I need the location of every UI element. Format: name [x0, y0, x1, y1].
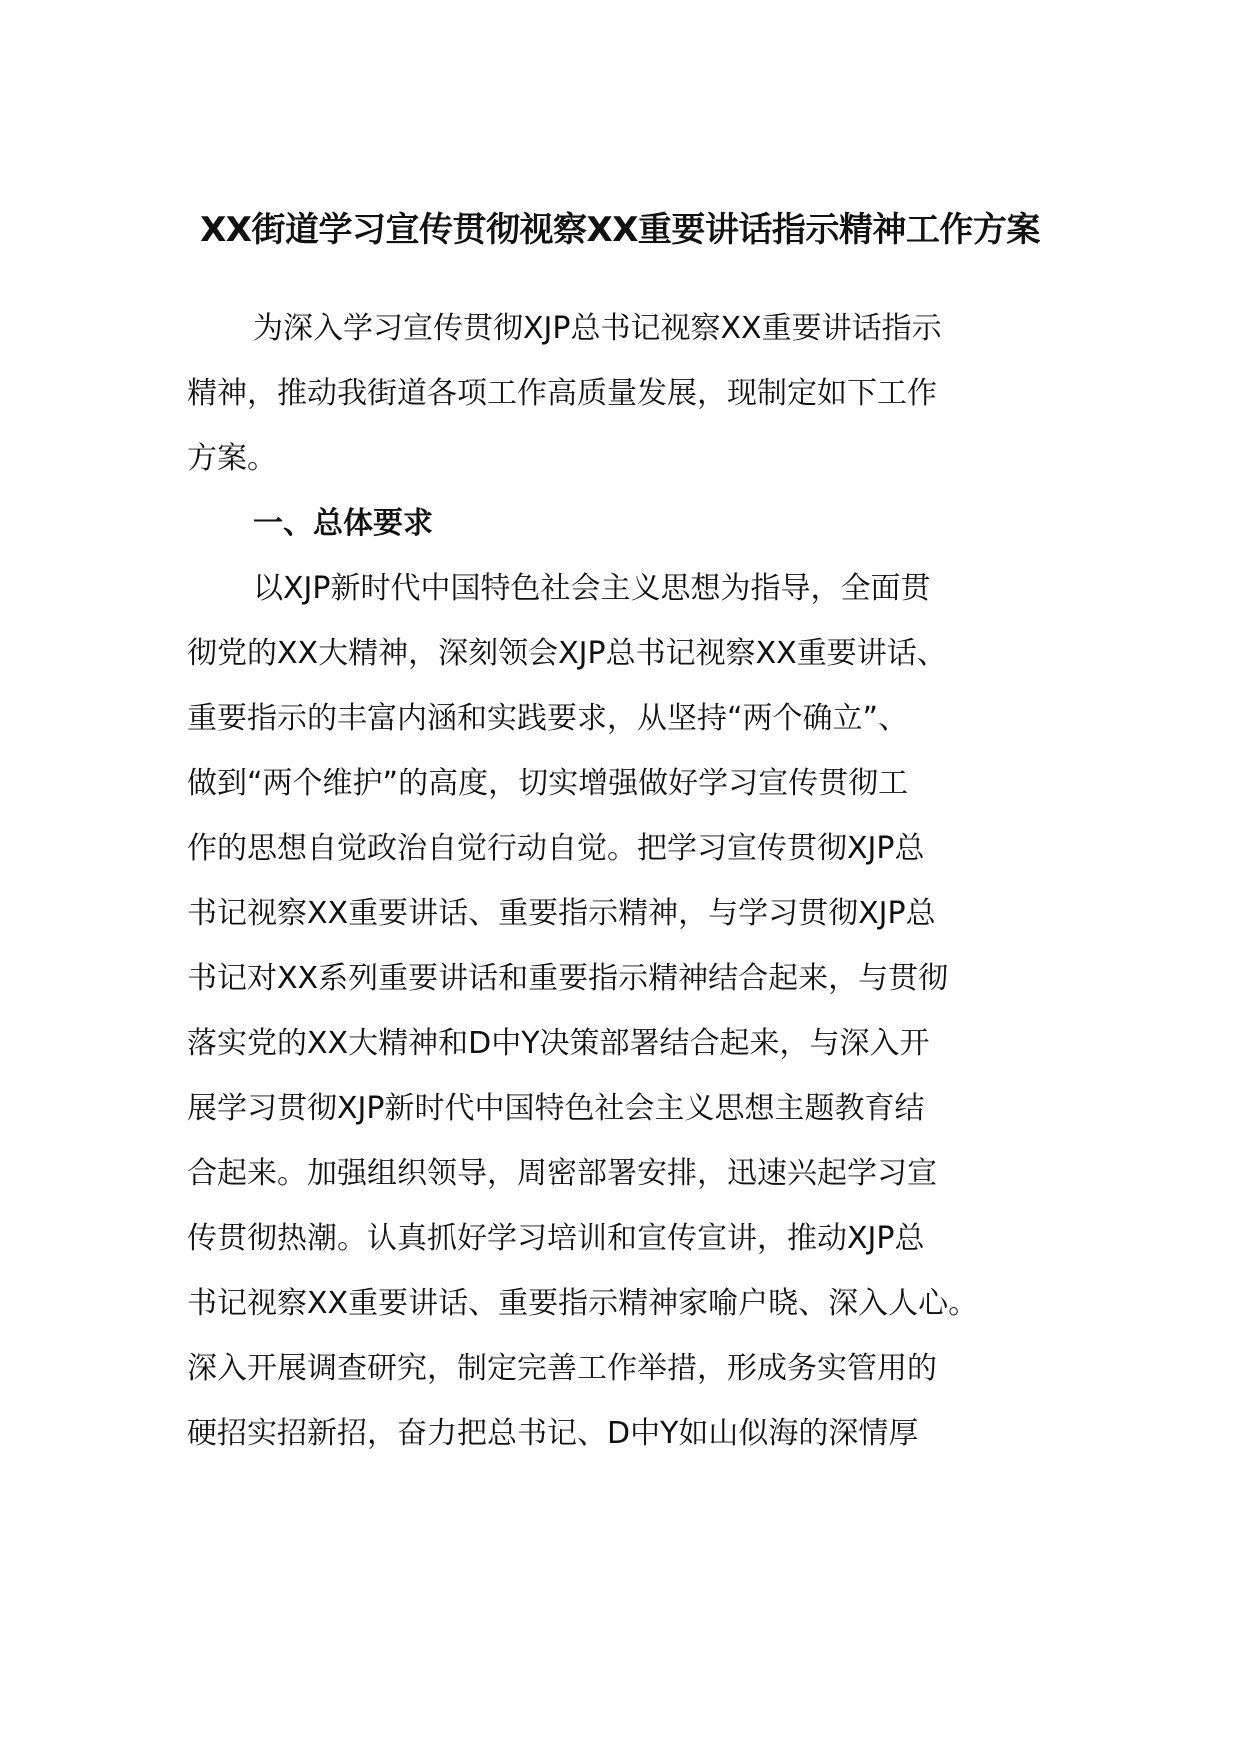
document-title: XX街道学习宣传贯彻视察XX重要讲话指示精神工作方案: [200, 210, 1040, 250]
section-paragraph-line: 重要指示的丰富内涵和实践要求，从坚持“两个确立”、: [187, 701, 909, 736]
section-paragraph-line: 展学习贯彻XJP新时代中国特色社会主义思想主题教育结: [187, 1091, 925, 1126]
section-paragraph-line: 硬招实招新招，奋力把总书记、D中Y如山似海的深情厚: [187, 1416, 919, 1451]
section-paragraph-line: 书记对XX系列重要讲话和重要指示精神结合起来，与贯彻: [187, 961, 949, 996]
section-paragraph-line: 作的思想自觉政治自觉行动自觉。把学习宣传贯彻XJP总: [187, 831, 925, 866]
section-paragraph-line: 书记视察XX重要讲话、重要指示精神家喻户晓、深入人心。: [187, 1286, 979, 1321]
section-paragraph-line: 深入开展调查研究，制定完善工作举措，形成务实管用的: [187, 1351, 937, 1386]
intro-paragraph-line: 方案。: [187, 441, 277, 476]
intro-paragraph-line: 精神，推动我街道各项工作高质量发展，现制定如下工作: [187, 376, 937, 411]
intro-paragraph-line: 为深入学习宣传贯彻XJP总书记视察XX重要讲话指示: [253, 311, 942, 346]
section-paragraph-line: 落实党的XX大精神和D中Y决策部署结合起来，与深入开: [187, 1026, 930, 1061]
section-paragraph-line: 彻党的XX大精神，深刻领会XJP总书记视察XX重要讲话、: [187, 636, 947, 671]
section-paragraph-line: 传贯彻热潮。认真抓好学习培训和宣传宣讲，推动XJP总: [187, 1221, 925, 1256]
section-paragraph-line: 做到“两个维护”的高度，切实增强做好学习宣传贯彻工: [187, 766, 909, 801]
section-paragraph-line: 以XJP新时代中国特色社会主义思想为指导，全面贯: [253, 571, 931, 606]
section-paragraph-line: 书记视察XX重要讲话、重要指示精神，与学习贯彻XJP总: [187, 896, 936, 931]
section-heading: 一、总体要求: [253, 506, 433, 541]
document-body: [187, 296, 1067, 1466]
section-paragraph-line: 合起来。加强组织领导，周密部署安排，迅速兴起学习宣: [187, 1156, 937, 1191]
